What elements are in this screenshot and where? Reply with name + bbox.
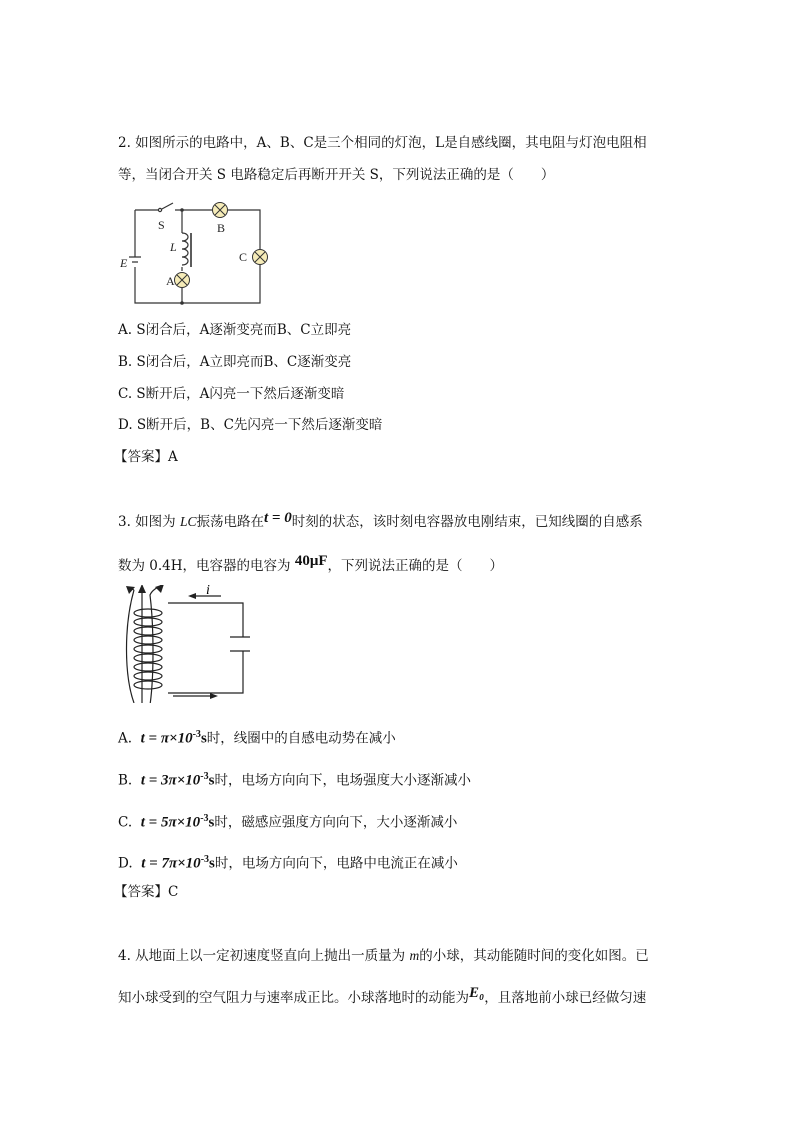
option-exponent: -3 — [192, 729, 201, 740]
q3-lc-circuit-diagram — [118, 585, 250, 703]
option-math: t = 7π×10 — [141, 855, 201, 872]
option-text: 时，线圈中的自感电动势在减小 — [206, 730, 396, 747]
option-unit: s — [209, 855, 215, 872]
label-b: B — [217, 221, 226, 235]
option-unit: s — [200, 730, 207, 747]
q4-text: 的小球，其动能随时间的变化如图。已 — [419, 948, 649, 964]
q3-text: 振荡电路在 — [196, 514, 264, 530]
option-exponent: -3 — [200, 813, 209, 824]
option-text: 时，电场方向向下，电路中电流正在减小 — [214, 855, 458, 872]
q3-math-t0: t = 0 — [263, 510, 292, 526]
label-c: C — [239, 250, 248, 264]
q4-text: ，且落地前小球已经做匀速 — [484, 990, 647, 1006]
q4-text: 知小球受到的空气阻力与速率成正比。小球落地时的动能为 — [118, 990, 469, 1006]
q2-option-c: C. S断开后，A闪亮一下然后逐渐变暗 — [118, 386, 345, 402]
bulb-c-icon — [253, 250, 268, 265]
label-l: L — [170, 240, 177, 254]
q3-lc: LC — [179, 514, 197, 529]
q3-option-a — [118, 726, 396, 748]
q3-option-c — [118, 810, 457, 832]
q4-math-e0: E₀ — [469, 985, 485, 1001]
q3-stem-line1 — [118, 510, 643, 531]
q2-answer: 【答案】A — [114, 449, 178, 465]
q4-mass: m — [409, 948, 420, 963]
q4-stem-line1 — [118, 947, 649, 965]
option-math: t = 5π×10 — [140, 814, 201, 831]
label-a: A — [166, 274, 175, 288]
option-text: 时，磁感应强度方向向下，大小逐渐减小 — [214, 814, 458, 831]
option-unit: s — [208, 814, 215, 831]
coil-icon — [134, 609, 162, 689]
option-text: 时，电场方向向下，电场强度大小逐渐减小 — [214, 772, 471, 789]
bulb-a-icon — [175, 273, 190, 288]
q3-text: ，下列说法正确的是（ ） — [327, 558, 503, 574]
option-letter: A. — [118, 730, 133, 747]
q2-stem-line1: 2. 如图所示的电路中，A、B、C是三个相同的灯泡，L是自感线圈，其电阻与灯泡电阻相 — [118, 135, 647, 151]
q2-option-d: D. S断开后，B、C先闪亮一下然后逐渐变暗 — [118, 417, 383, 433]
q3-text: 3. 如图为 — [118, 514, 180, 530]
q2-option-b: B. S闭合后，A立即亮而B、C逐渐变亮 — [118, 354, 352, 370]
label-e: E — [120, 256, 128, 270]
q2-circuit-diagram — [120, 195, 270, 307]
q2-option-a: A. S闭合后，A逐渐变亮而B、C立即亮 — [118, 322, 352, 338]
q3-option-d — [118, 851, 458, 873]
option-exponent: -3 — [200, 771, 209, 782]
bulb-b-icon — [213, 203, 228, 218]
option-exponent: -3 — [200, 854, 210, 865]
q3-text: 数为 0.4H，电容器的电容为 — [118, 558, 295, 574]
option-letter: C. — [118, 814, 133, 831]
option-math: t = 3π×10 — [140, 772, 201, 789]
option-math: t = π×10 — [140, 730, 193, 747]
label-i: i — [206, 585, 210, 598]
q4-stem-line2 — [118, 985, 647, 1007]
q3-option-b — [118, 768, 471, 790]
q3-math-capacitance: 40μF — [294, 553, 328, 569]
option-letter: D. — [118, 855, 133, 872]
q2-stem-line2: 等，当闭合开关 S 电路稳定后再断开开关 S，下列说法正确的是（ ） — [118, 167, 555, 183]
option-unit: s — [208, 772, 215, 789]
q4-text: 4. 从地面上以一定初速度竖直向上抛出一质量为 — [118, 948, 410, 964]
label-s: S — [158, 218, 165, 232]
option-letter: B. — [118, 772, 133, 789]
q3-text: 时刻的状态，该时刻电容器放电刚结束，已知线圈的自感系 — [291, 514, 643, 530]
q3-stem-line2 — [118, 553, 503, 575]
q3-answer: 【答案】C — [114, 884, 179, 900]
